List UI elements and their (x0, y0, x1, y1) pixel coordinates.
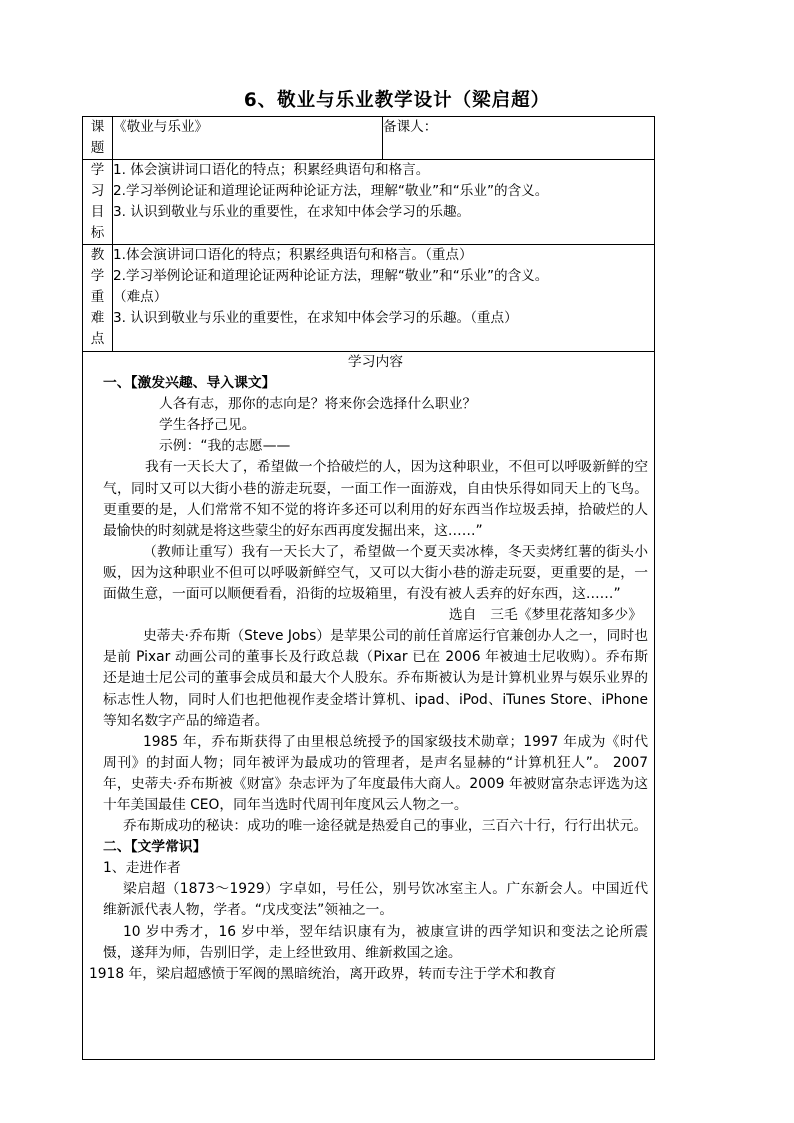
key-points-row (83, 245, 655, 352)
key-points-label: 教 学 重 难 点 (83, 245, 113, 352)
paragraph: 示例：“我的志愿—— (159, 438, 291, 455)
paragraph: 1918 年，梁启超感愤于军阀的黑暗统治，离开政界，转而专注于学术和教育 (89, 965, 557, 982)
paragraph: （教师让重写）我有一天长大了，希望做一个夏天卖冰棒，冬天卖烤红薯的街头小贩，因为这种职业不但可以呼吸新鲜空气，又可以大街小巷的游走玩耍，更重要的是，一面做生意，一面可以顺便看看，沿街的垃圾箱里，有没有被人丢弃的好东西，这……” (103, 543, 648, 603)
objective-line: 1. 体会演讲词口语化的特点；积累经典语句和格言。 (113, 162, 430, 178)
objective-line: 3. 认识到敬业与乐业的重要性，在求知中体会学习的乐趣。 (113, 204, 471, 220)
paragraph: 我有一天长大了，希望做一个拾破烂的人，因为这种职业，不但可以呼吸新鲜的空气，同时又可以大街小巷的游走玩耍，一面工作一面游戏，自由快乐得如同天上的飞鸟。更重要的是，人们常常不知不觉的将许多还可以利用的好东西当作垃圾丢掉，拾破烂的人最愉快的时刻就是将这些蒙尘的好东西再度发掘出来，这……” (103, 459, 648, 539)
key-point-line: 2.学习举例论证和道理论证两种论证方法，理解“敬业”和“乐业”的含义。 (113, 268, 549, 284)
objectives-content (113, 160, 655, 245)
section-heading: 一、【激发兴趣、导入课文】 (103, 375, 276, 392)
section-heading: 二、【文学常识】 (103, 839, 207, 856)
paragraph: 乔布斯成功的秘诀：成功的唯一途径就是热爱自己的事业，三百六十行，行行出状元。 (123, 818, 648, 835)
subsection-heading: 1、走进作者 (103, 860, 181, 877)
key-points-content (113, 245, 655, 352)
content-heading: 学习内容 (347, 354, 404, 370)
paragraph: 学生各抒己见。 (159, 417, 256, 434)
content-row (83, 352, 655, 1060)
topic-row (83, 117, 655, 160)
key-point-line: （难点） (113, 289, 168, 305)
objective-line: 2.学习举例论证和道理论证两种论证方法，理解“敬业”和“乐业”的含义。 (113, 183, 549, 199)
objectives-label: 学 习 目 标 (83, 160, 113, 245)
learning-content (83, 352, 655, 1060)
key-point-line: 3. 认识到敬业与乐业的重要性，在求知中体会学习的乐趣。（重点） (113, 310, 518, 326)
page-title: 6、敬业与乐业教学设计（梁启超） (243, 90, 551, 111)
preparer-field: 备课人： (383, 117, 655, 160)
paragraph: 梁启超（1873～1929）字卓如，号任公，别号饮冰室主人。广东新会人。中国近代维新派代表人物，学者。“戊戌变法”领袖之一。 (103, 881, 648, 919)
paragraph: 史蒂夫·乔布斯（Steve Jobs）是苹果公司的前任首席运行官兼创办人之一，同时也是前 Pixar 动画公司的董事长及行政总裁（Pixar 已在 2006 年被迪士尼收购）。乔布斯还是迪士尼公司的董事会成员和最大个人股东。乔布斯被认为是计算机业界与娱乐业界的标志性人物，同时人们也把他视作麦金塔计算机、ipad、iPod、iTunes Store、iPhone 等知名数字产品的缔造者。 (103, 628, 648, 729)
topic-value: 《敬业与乐业》 (113, 117, 383, 160)
paragraph: 10 岁中秀才，16 岁中举，翌年结识康有为，被康宣讲的西学知识和变法之论所震慑，遂拜为师，告别旧学，走上经世致用、维新救国之途。 (103, 923, 648, 961)
key-point-line: 1.体会演讲词口语化的特点；积累经典语句和格言。（重点） (113, 247, 473, 263)
paragraph: 人各有志，那你的志向是？将来你会选择什么职业？ (159, 396, 477, 413)
paragraph: 1985 年，乔布斯获得了由里根总统授予的国家级技术勋章；1997 年成为《时代周刊》的封面人物；同年被评为最成功的管理者，是声名显赫的“计算机狂人”。 2007 年，史蒂夫·乔布斯被《财富》杂志评为了年度最伟大商人。2009 年被财富杂志评选为这十年美国最佳 CEO，同年当选时代周刊年度风云人物之一。 (103, 733, 648, 813)
source-citation: 选自 三毛《梦里花落知多少》 (448, 607, 642, 624)
lesson-plan-table (82, 116, 655, 1060)
topic-label: 课 题 (83, 117, 113, 160)
objectives-row (83, 160, 655, 245)
